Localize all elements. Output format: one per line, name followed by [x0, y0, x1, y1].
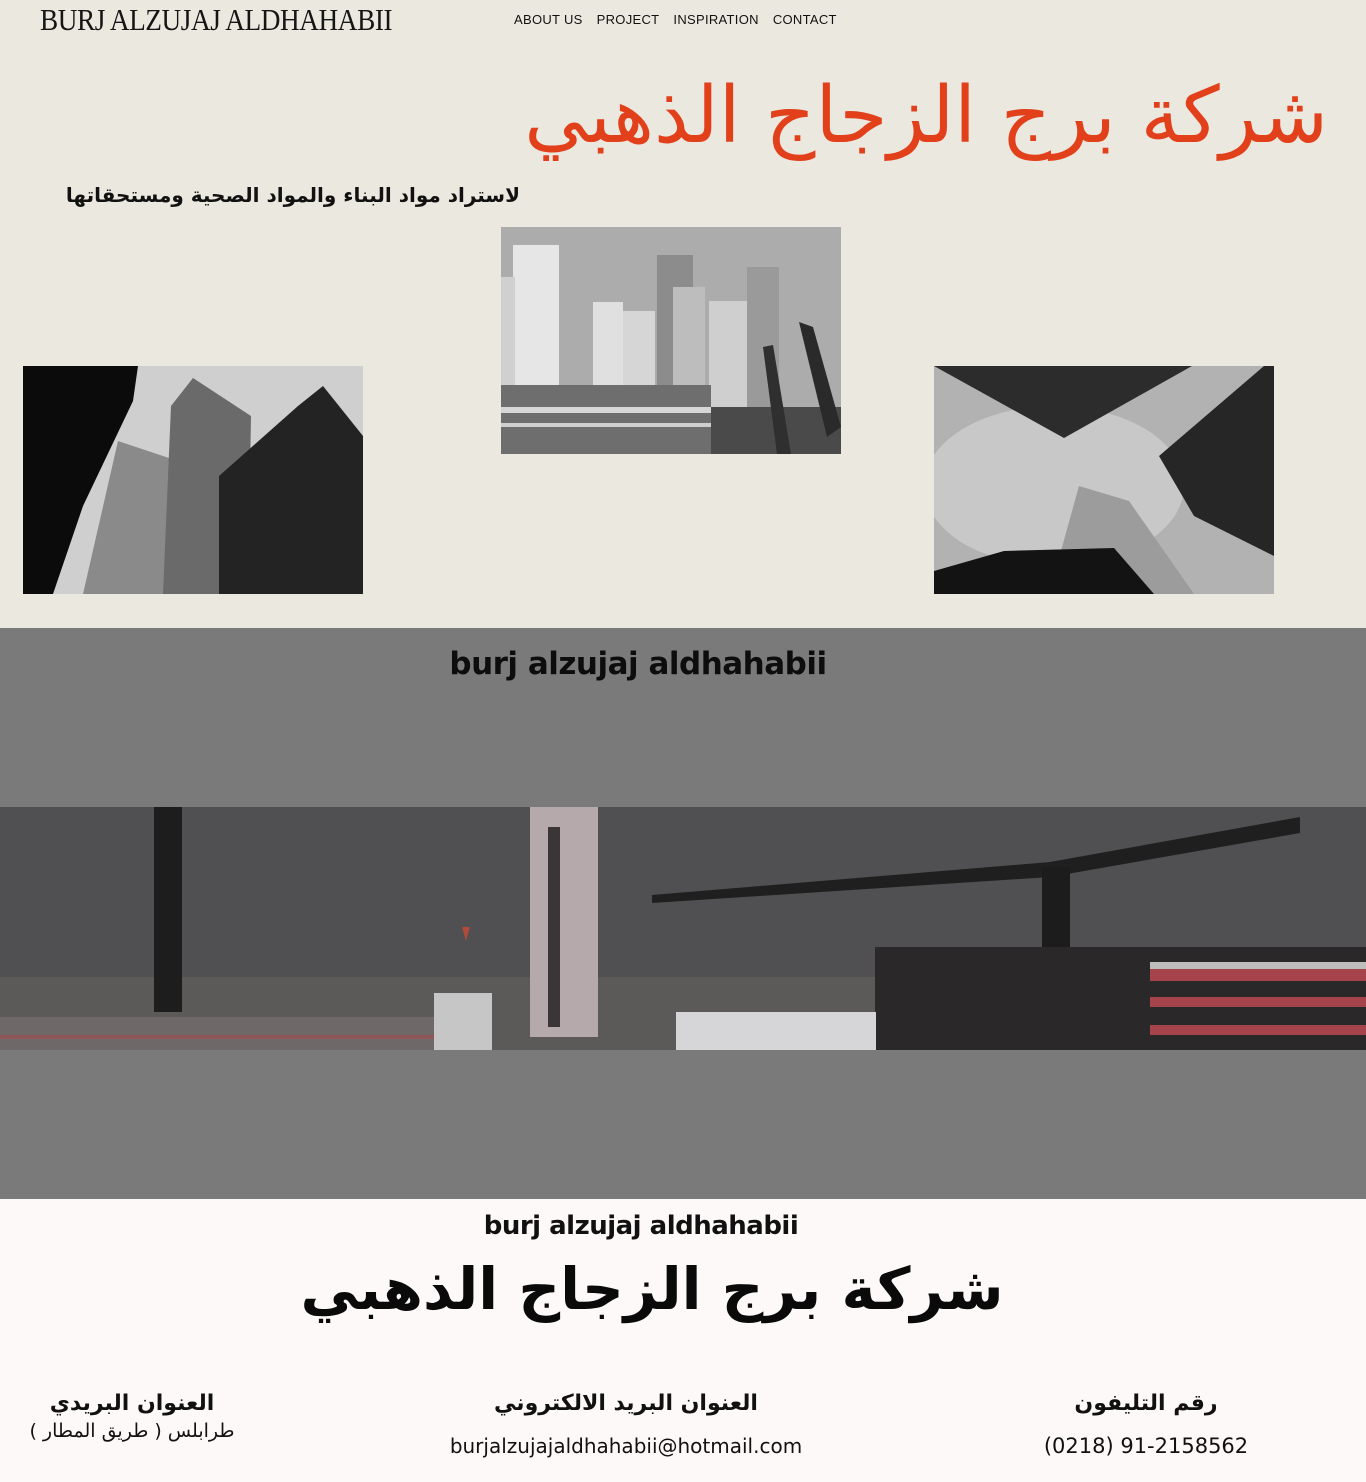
band-title: burj alzujaj aldhahabii	[449, 646, 827, 682]
towers-looking-up-photo	[934, 366, 1274, 594]
phone-number-value[interactable]: (0218) 91-2158562	[1043, 1434, 1249, 1458]
brand-logo[interactable]: BURJ ALZUJAJ ALDHAHABII	[40, 2, 393, 37]
skyscrapers-low-angle-photo	[23, 366, 363, 594]
nav-project[interactable]: PROJECT	[596, 12, 660, 27]
email-address-heading: العنوان البريد الالكتروني	[494, 1391, 758, 1416]
footer-section	[0, 1199, 1366, 1482]
phone-number-heading: رقم التليفون	[1074, 1391, 1218, 1416]
hero-subtitle: لاستراد مواد البناء والمواد الصحية ومستحقاتها	[65, 183, 520, 207]
hero-title: شركة برج الزجاج الذهبي	[524, 71, 1328, 161]
footer-company-name-ar: شركة برج الزجاج الذهبي	[300, 1255, 1004, 1323]
postal-address-heading: العنوان البريدي	[49, 1391, 215, 1416]
skyline-with-cranes-photo	[501, 227, 841, 454]
nav-contact[interactable]: CONTACT	[772, 12, 837, 27]
nav-about-us[interactable]: ABOUT US	[514, 12, 583, 27]
construction-site-panorama-photo	[0, 807, 1366, 1050]
company-band	[0, 628, 1366, 1199]
nav-inspiration[interactable]: INSPIRATION	[673, 12, 759, 27]
phone-number-block	[1006, 1391, 1286, 1458]
email-address-block	[426, 1391, 826, 1458]
hero-section	[0, 0, 1366, 628]
main-nav	[514, 12, 851, 27]
footer-company-name-en: burj alzujaj aldhahabii	[483, 1211, 799, 1241]
postal-address-value: طرابلس ( طريق المطار )	[29, 1420, 235, 1442]
postal-address-block	[2, 1391, 262, 1442]
email-address-link[interactable]: burjalzujajaldhahabii@hotmail.com	[449, 1434, 803, 1458]
